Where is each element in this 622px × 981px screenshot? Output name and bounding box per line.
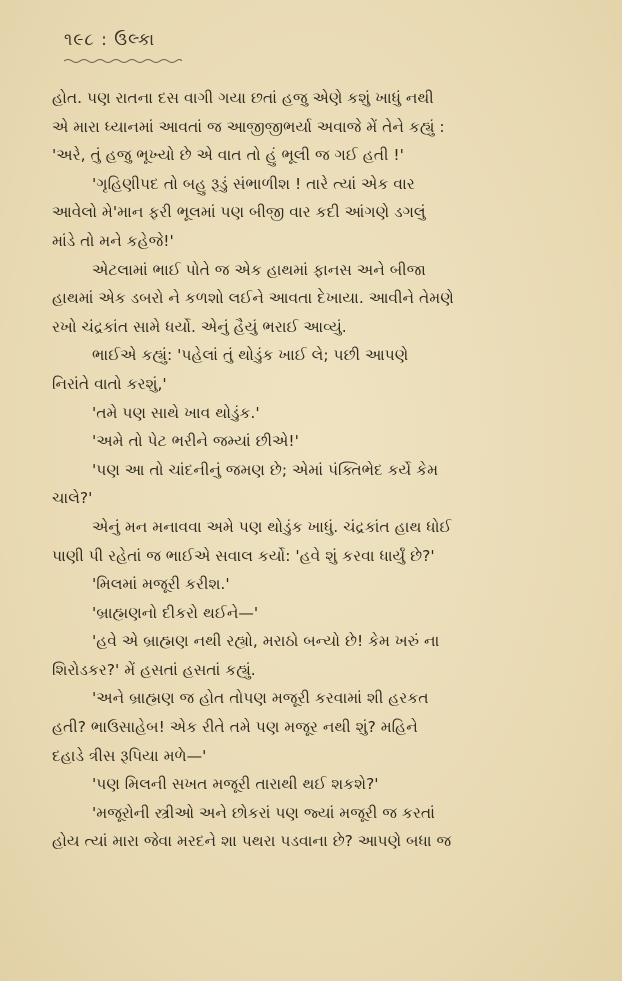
text-line: રખો ચંદ્રકાંત સામે ધર્યો. એનું હૈયું ભરાઈ આવ્યું. bbox=[52, 317, 347, 336]
text-line: એ મારા ધ્યાનમાં આવતાં જ આજીજીભર્યા અવાજે મેં તેને કહ્યું : bbox=[52, 117, 445, 136]
page-number: ૧૯૮ bbox=[64, 30, 95, 50]
text-line: ભાઈએ કહ્યું: 'પહેલાં તું થોડુંક ખાઈ લે; પછી આપણે bbox=[92, 346, 409, 365]
text-line: 'પણ મિલની સખત મજૂરી તારાથી થઈ શકશે?' bbox=[92, 775, 379, 794]
text-line: 'બ્રાહ્મણનો દીકરો થઈને—' bbox=[92, 603, 259, 622]
page-body bbox=[52, 84, 592, 856]
text-line: 'મિલમાં મજૂરી કરીશ.' bbox=[92, 575, 230, 594]
text-line: 'અમે તો પેટ ભરીને જમ્યાં છીએ!' bbox=[92, 432, 299, 451]
text-line: માંડે તો મને કહેજે!' bbox=[52, 231, 174, 250]
text-line: એનું મન મનાવવા અમે પણ થોડુંક ખાધું. ચંદ્રકાંત હાથ ધોઈ bbox=[92, 517, 452, 536]
text-line: 'અને બ્રાહ્મણ જ હોત તોપણ મજૂરી કરવામાં શી હરકત bbox=[92, 689, 429, 708]
text-line: 'મજૂરોની સ્ત્રીઓ અને છોકરાં પણ જ્યાં મજૂરી જ કરતાં bbox=[92, 803, 435, 822]
text-line: દહાડે ત્રીસ રૂપિયા મળે—' bbox=[52, 746, 207, 765]
running-header bbox=[64, 30, 155, 50]
header-wavy-rule bbox=[64, 58, 182, 64]
text-line: શિરોડકર?' મેં હસતાં હસતાં કહ્યું. bbox=[52, 660, 256, 679]
text-line: નિરાંતે વાતો કરશું,' bbox=[52, 374, 167, 393]
text-line: 'હવે એ બ્રાહ્મણ નથી રહ્યો, મરાઠો બન્યો છે! કેમ ખરું ના bbox=[92, 632, 440, 651]
text-line: ચાલે?' bbox=[52, 489, 93, 508]
header-separator: : bbox=[101, 30, 108, 50]
text-line: પાણી પી રહેતાં જ ભાઈએ સવાલ કર્યો: 'હવે શું કરવા ધાર્યું છે?' bbox=[52, 546, 435, 565]
text-line: 'અરે, તું હજુ ભૂખ્યો છે એ વાત તો હું ભૂલી જ ગઈ હતી !' bbox=[52, 146, 404, 165]
text-line: હોત. પણ રાતના દસ વાગી ગયા છતાં હજુ એણે કશું ખાધું નથી bbox=[52, 89, 434, 107]
text-line: 'ગૃહિણીપદ તો બહુ રૂડું સંભાળીશ ! તારે ત્યાં એક વાર bbox=[92, 174, 415, 193]
text-line: હતી? ભાઉસાહેબ! એક રીતે તમે પણ મજૂર નથી શું? મહિને bbox=[52, 718, 418, 737]
text-line: 'તમે પણ સાથે ખાવ થોડુંક.' bbox=[92, 403, 260, 422]
text-line: 'પણ આ તો ચાંદનીનું જમણ છે; એમાં પંક્તિભેદ કર્યે કેમ bbox=[92, 460, 439, 479]
text-line: હાથમાં એક ડબરો ને કળશો લઈને આવતા દેખાયા. આવીને તેમણે bbox=[52, 289, 454, 308]
text-line: હોય ત્યાં મારા જેવા મરદને શા પથરા પડવાના છે? આપણે બધા જ bbox=[52, 832, 452, 851]
chapter-title: ઉલ્કા bbox=[114, 30, 156, 50]
text-line: એટલામાં ભાઈ પોતે જ એક હાથમાં ફાનસ અને બીજા bbox=[92, 260, 426, 279]
text-line: આવેલો મે'માન ફરી ભૂલમાં પણ બીજી વાર કદી આંગણે ડગલું bbox=[52, 203, 426, 222]
